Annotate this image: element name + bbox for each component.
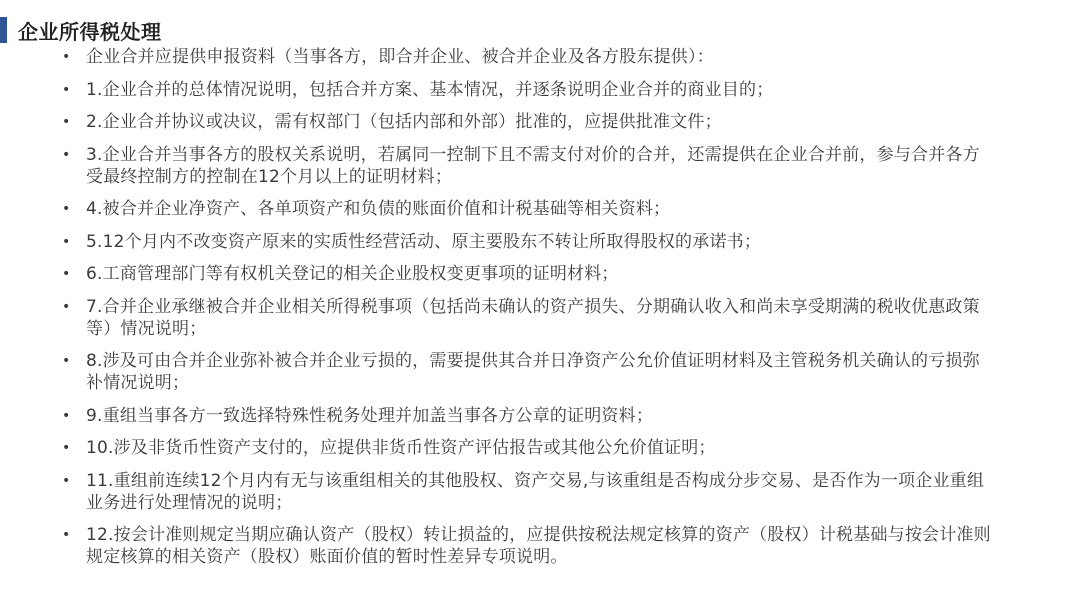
slide-title: 企业所得税处理 [18, 19, 162, 44]
list-item-text: 2.企业合并协议或决议，需有权部门（包括内部和外部）批准的，应提供批准文件； [86, 112, 722, 132]
list-item-text: 3.企业合并当事各方的股权关系说明，若属同一控制下且不需支付对价的合并，还需提供在企业合并前，参与合并各方受最终控制方的控制在12个月以上的证明材料； [86, 144, 980, 187]
list-item-text: 12.按会计准则规定当期应确认资产（股权）转让损益的，应提供按税法规定核算的资产（股权）计税基础与按会计准则规定核算的相关资产（股权）账面价值的暂时性差异专项说明。 [86, 525, 991, 567]
list-item-text: 5.12个月内不改变资产原来的实质性经营活动、原主要股东不转让所取得股权的承诺书； [86, 231, 762, 252]
title-accent-bar [0, 17, 7, 43]
bullet-dot-icon: • [62, 201, 71, 217]
list-item-text: 企业合并应提供申报资料（当事各方，即合并企业、被合并企业及各方股东提供）： [86, 47, 714, 67]
bullet-dot-icon: • [62, 49, 71, 65]
list-item [62, 405, 997, 427]
bullet-dot-icon: • [62, 472, 71, 489]
bullet-dot-icon: • [62, 527, 71, 543]
list-item [62, 111, 997, 133]
list-item-text: 7.合并企业承继被合并企业相关所得税事项（包括尚未确认的资产损失、分期确认收入和尚未享受期满的税收优惠政策等）情况说明； [86, 296, 980, 339]
bullet-dot-icon: • [62, 353, 71, 369]
bullet-dot-icon: • [62, 266, 71, 282]
list-item [62, 79, 997, 101]
list-item [62, 470, 997, 514]
bullet-list [62, 46, 997, 579]
list-item [62, 198, 997, 220]
list-item [62, 144, 997, 188]
list-item-text: 11.重组前连续12个月内有无与该重组相关的其他股权、资产交易,与该重组是否构成分步交易、是否作为一项企业重组业务进行处理情况的说明； [86, 470, 985, 513]
list-item-text: 8.涉及可由合并企业弥补被合并企业亏损的，需要提供其合并日净资产公允价值证明材料及主管税务机关确认的亏损弥补情况说明； [86, 351, 980, 393]
slide-title-bar [0, 17, 162, 43]
list-item [62, 437, 997, 459]
bullet-dot-icon: • [62, 233, 71, 250]
bullet-dot-icon: • [62, 114, 71, 130]
list-item [62, 263, 997, 285]
list-item-text: 10.涉及非货币性资产支付的，应提供非货币性资产评估报告或其他公允价值证明； [86, 438, 716, 458]
bullet-dot-icon: • [62, 146, 71, 163]
list-item [62, 296, 997, 340]
bullet-dot-icon: • [62, 407, 71, 424]
list-item-text: 6.工商管理部门等有权机关登记的相关企业股权变更事项的证明材料； [86, 264, 619, 284]
bullet-dot-icon: • [62, 81, 71, 98]
list-item [62, 46, 997, 68]
list-item [62, 524, 997, 568]
list-item-text: 4.被合并企业净资产、各单项资产和负债的账面价值和计税基础等相关资料； [86, 199, 671, 219]
list-item [62, 350, 997, 394]
bullet-dot-icon: • [62, 298, 71, 315]
list-item-text: 1.企业合并的总体情况说明，包括合并方案、基本情况，并逐条说明企业合并的商业目的； [86, 79, 774, 100]
bullet-dot-icon: • [62, 440, 71, 456]
list-item [62, 231, 997, 253]
list-item-text: 9.重组当事各方一致选择特殊性税务处理并加盖当事各方公章的证明资料； [86, 405, 654, 426]
